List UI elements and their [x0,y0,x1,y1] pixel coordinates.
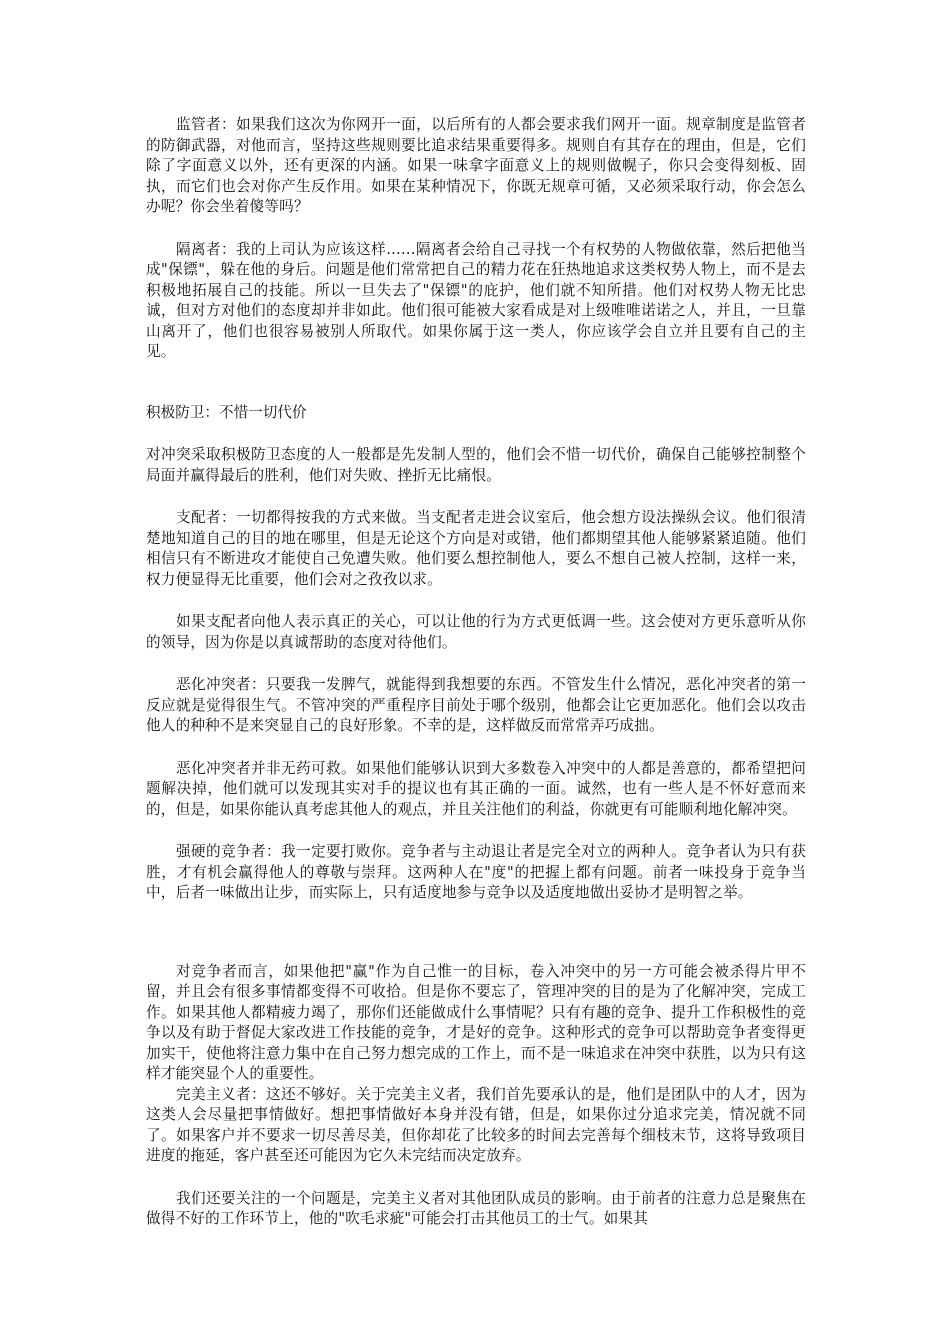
paragraph-perfectionist: 完美主义者：这还不够好。关于完美主义者，我们首先要承认的是，他们是团队中的人才，因为这类人会尽量把事情做好。想把事情做好本身并没有错，但是，如果你过分追求完美，情况就不同了。如果客户并不要求一切尽善尽美，但你却花了比较多的时间去完善每个细枝末节，这将导致项目进度的拖延，客户甚至还可能因为它久未完结而决定放弃。 [146,1085,806,1164]
paragraph-supervisor: 监管者：如果我们这次为你网开一面，以后所有的人都会要求我们网开一面。规章制度是监管者的防御武器，对他而言，坚持这些规则要比追求结果重要得多。规则自有其存在的理由，但是，它们除了字面意义以外，还有更深的内涵。如果一味拿字面意义上的规则做幌子，你只会变得刻板、固执，而它们也会对你产生反作用。如果在某种情况下，你既无规章可循，又必须采取行动，你会怎么办呢？你会坐着傻等吗？ [146,116,806,215]
paragraph-isolator: 隔离者：我的上司认为应该这样……隔离者会给自己寻找一个有权势的人物做依靠，然后把他当成"保镖"，躲在他的身后。问题是他们常常把自己的精力花在狂热地追求这类权势人物上，而不是去积极地拓展自己的技能。所以一旦失去了"保镖"的庇护，他们就不知所措。他们对权势人物无比忠诚，但对方对他们的态度却并非如此。他们很可能被大家看成是对上级唯唯诺诺之人，并且，一旦靠山离开了，他们也很容易被别人所取代。如果你属于这一类人，你应该学会自立并且要有自己的主见。 [146,240,806,360]
paragraph-active-defense-intro: 对冲突采取积极防卫态度的人一般都是先发制人型的，他们会不惜一切代价，确保自己能够控制整个局面并赢得最后的胜利，他们对失败、挫折无比痛恨。 [146,446,806,484]
paragraph-perfectionist-impact: 我们还要关注的一个问题是，完美主义者对其他团队成员的影响。由于前者的注意力总是聚焦在做得不好的工作环节上，他的"吹毛求疵"可能会打击其他员工的士气。如果其 [146,1189,806,1227]
section-heading-active-defense: 积极防卫：不惜一切代价 [146,403,307,421]
paragraph-competitor-advice: 对竞争者而言，如果他把"赢"作为自己惟一的目标，卷入冲突中的另一方可能会被杀得片甲不留，并且会有很多事情都变得不可收拾。但是你不要忘了，管理冲突的目的是为了化解冲突，完成工作。如果其他人都精疲力竭了，那你们还能做成什么事情呢？只有有趣的竞争、提升工作积极性的竞争以及有助于督促大家改进工作技能的竞争，才是好的竞争。这种形式的竞争可以帮助竞争者变得更加实干，使他将注意力集中在自己努力想完成的工作上，而不是一味追求在冲突中获胜，以为只有这样才能突显个人的重要性。 [146,962,806,1082]
paragraph-escalator-advice: 恶化冲突者并非无药可救。如果他们能够认识到大多数卷入冲突中的人都是善意的，都希望把问题解决掉，他们就可以发现其实对手的提议也有其正确的一面。诚然，也有一些人是不怀好意而来的，但是，如果你能认真考虑其他人的观点，并且关注他们的利益，你就更有可能顺利地化解冲突。 [146,759,806,818]
paragraph-dominator: 支配者：一切都得按我的方式来做。当支配者走进会议室后，他会想方设法操纵会议。他们很清楚地知道自己的目的地在哪里，但是无论这个方向是对或错，他们都期望其他人能够紧紧追随。他们相信只有不断进攻才能使自己免遭失败。他们要么想控制他人，要么不想自己被人控制，这样一来，权力便显得无比重要，他们会对之孜孜以求。 [146,509,806,588]
document-page [146,115,806,1230]
paragraph-dominator-advice: 如果支配者向他人表示真正的关心，可以让他的行为方式更低调一些。这会使对方更乐意听从你的领导，因为你是以真诚帮助的态度对待他们。 [146,613,806,651]
paragraph-escalator: 恶化冲突者：只要我一发脾气，就能得到我想要的东西。不管发生什么情况，恶化冲突者的第一反应就是觉得很生气。不管冲突的严重程序目前处于哪个级别，他都会让它更加恶化。他们会以攻击他人的种种不是来突显自己的良好形象。不幸的是，这样做反而常常弄巧成拙。 [146,676,806,734]
paragraph-competitor: 强硬的竞争者：我一定要打败你。竞争者与主动退让者是完全对立的两种人。竞争者认为只有获胜，才有机会赢得他人的尊敬与崇拜。这两种人在"度"的把握上都有问题。前者一味投身于竞争当中，后者一味做出让步，而实际上，只有适度地参与竞争以及适度地做出妥协才是明智之举。 [146,843,806,901]
